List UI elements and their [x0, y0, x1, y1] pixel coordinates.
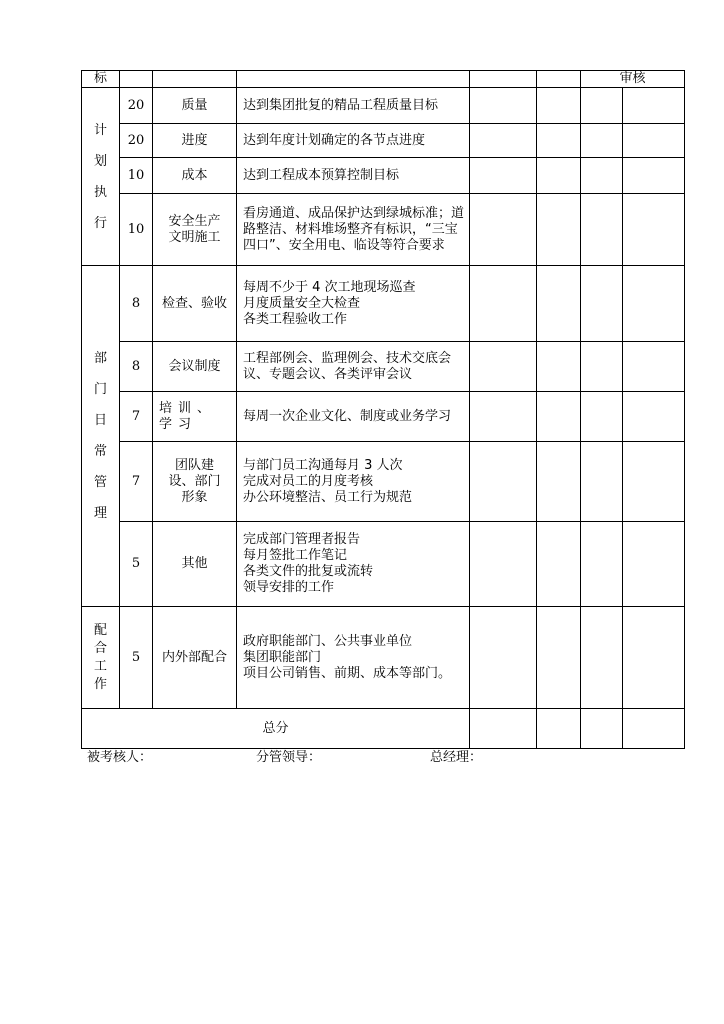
- header-cell-2: [120, 71, 153, 88]
- item-cell: 培训、学习: [153, 392, 237, 442]
- group-label-plan: 计划执行: [82, 88, 120, 266]
- content-cell: 与部门员工沟通每月 3 人次 完成对员工的月度考核 办公环境整洁、员工行为规范: [237, 442, 470, 522]
- item-cell: 检查、验收: [153, 266, 237, 342]
- table-row: [82, 522, 685, 607]
- item-cell: 内外部配合: [153, 607, 237, 709]
- item-cell: 安全生产文明施工: [153, 194, 237, 266]
- review-cell[interactable]: [623, 392, 685, 442]
- blank-cell[interactable]: [537, 342, 581, 392]
- review-cell[interactable]: [581, 88, 623, 124]
- content-cell: 看房通道、成品保护达到绿城标准；道路整洁、材料堆场整齐有标识，“三宝四口”、安全用电、临设等符合要求: [237, 194, 470, 266]
- content-cell: 工程部例会、监理例会、技术交底会议、专题会议、各类评审会议: [237, 342, 470, 392]
- header-cell-3: [153, 71, 237, 88]
- item-cell: 团队建设、部门形象: [153, 442, 237, 522]
- score-cell: 7: [120, 442, 153, 522]
- review-cell[interactable]: [581, 442, 623, 522]
- header-cell-6: [537, 71, 581, 88]
- header-row: [82, 71, 685, 88]
- review-cell[interactable]: [581, 194, 623, 266]
- blank-cell[interactable]: [470, 342, 537, 392]
- item-cell: 其他: [153, 522, 237, 607]
- item-cell: 成本: [153, 158, 237, 194]
- table-row: [82, 124, 685, 158]
- table-row: [82, 607, 685, 709]
- content-cell: 达到年度计划确定的各节点进度: [237, 124, 470, 158]
- review-cell[interactable]: [623, 88, 685, 124]
- blank-cell[interactable]: [470, 124, 537, 158]
- blank-cell[interactable]: [470, 194, 537, 266]
- content-cell: 每周不少于 4 次工地现场巡查 月度质量安全大检查 各类工程验收工作: [237, 266, 470, 342]
- content-cell: 政府职能部门、公共事业单位 集团职能部门 项目公司销售、前期、成本等部门。: [237, 607, 470, 709]
- blank-cell[interactable]: [470, 88, 537, 124]
- score-cell: 8: [120, 266, 153, 342]
- score-cell: 5: [120, 522, 153, 607]
- blank-cell[interactable]: [470, 392, 537, 442]
- assessment-table: [81, 70, 685, 749]
- group-label-coop: 配合工作: [82, 607, 120, 709]
- review-cell[interactable]: [623, 607, 685, 709]
- table-row: [82, 266, 685, 342]
- review-cell[interactable]: [581, 607, 623, 709]
- review-header: 审核: [581, 71, 685, 88]
- blank-cell[interactable]: [537, 607, 581, 709]
- header-cell-5: [470, 71, 537, 88]
- review-cell[interactable]: [623, 342, 685, 392]
- table-row: [82, 392, 685, 442]
- score-cell: 20: [120, 124, 153, 158]
- content-cell: 达到集团批复的精品工程质量目标: [237, 88, 470, 124]
- signature-footer: [0, 746, 724, 766]
- review-cell[interactable]: [581, 342, 623, 392]
- review-cell[interactable]: [623, 442, 685, 522]
- review-cell[interactable]: [623, 522, 685, 607]
- blank-cell[interactable]: [470, 442, 537, 522]
- supervisor-label: 分管领导：: [256, 750, 322, 765]
- blank-cell[interactable]: [470, 522, 537, 607]
- table-row: [82, 158, 685, 194]
- score-cell: 10: [120, 194, 153, 266]
- group-label-dept: 部门日常管理: [82, 266, 120, 607]
- header-cell-1: 标: [82, 71, 120, 88]
- blank-cell[interactable]: [537, 392, 581, 442]
- item-cell: 会议制度: [153, 342, 237, 392]
- review-cell[interactable]: [623, 266, 685, 342]
- total-row: [82, 709, 685, 749]
- total-cell[interactable]: [537, 709, 581, 749]
- table-row: [82, 342, 685, 392]
- manager-label: 总经理：: [430, 750, 483, 765]
- total-label: 总分: [82, 709, 470, 749]
- review-cell[interactable]: [581, 522, 623, 607]
- content-cell: 达到工程成本预算控制目标: [237, 158, 470, 194]
- blank-cell[interactable]: [470, 158, 537, 194]
- total-cell[interactable]: [581, 709, 623, 749]
- review-cell[interactable]: [581, 266, 623, 342]
- total-cell[interactable]: [623, 709, 685, 749]
- blank-cell[interactable]: [537, 266, 581, 342]
- score-cell: 8: [120, 342, 153, 392]
- score-cell: 7: [120, 392, 153, 442]
- blank-cell[interactable]: [537, 124, 581, 158]
- review-cell[interactable]: [581, 392, 623, 442]
- table-row: [82, 88, 685, 124]
- content-cell: 完成部门管理者报告 每月签批工作笔记 各类文件的批复或流转 领导安排的工作: [237, 522, 470, 607]
- blank-cell[interactable]: [537, 158, 581, 194]
- blank-cell[interactable]: [537, 442, 581, 522]
- review-cell[interactable]: [581, 124, 623, 158]
- blank-cell[interactable]: [470, 607, 537, 709]
- table-row: [82, 442, 685, 522]
- review-cell[interactable]: [623, 124, 685, 158]
- item-cell: 质量: [153, 88, 237, 124]
- blank-cell[interactable]: [470, 266, 537, 342]
- review-cell[interactable]: [581, 158, 623, 194]
- header-cell-4: [237, 71, 470, 88]
- table-row: [82, 194, 685, 266]
- content-cell: 每周一次企业文化、制度或业务学习: [237, 392, 470, 442]
- total-cell[interactable]: [470, 709, 537, 749]
- review-cell[interactable]: [623, 158, 685, 194]
- blank-cell[interactable]: [537, 522, 581, 607]
- blank-cell[interactable]: [537, 194, 581, 266]
- item-cell: 进度: [153, 124, 237, 158]
- score-cell: 5: [120, 607, 153, 709]
- review-cell[interactable]: [623, 194, 685, 266]
- score-cell: 10: [120, 158, 153, 194]
- score-cell: 20: [120, 88, 153, 124]
- assessee-label: 被考核人：: [87, 750, 153, 765]
- blank-cell[interactable]: [537, 88, 581, 124]
